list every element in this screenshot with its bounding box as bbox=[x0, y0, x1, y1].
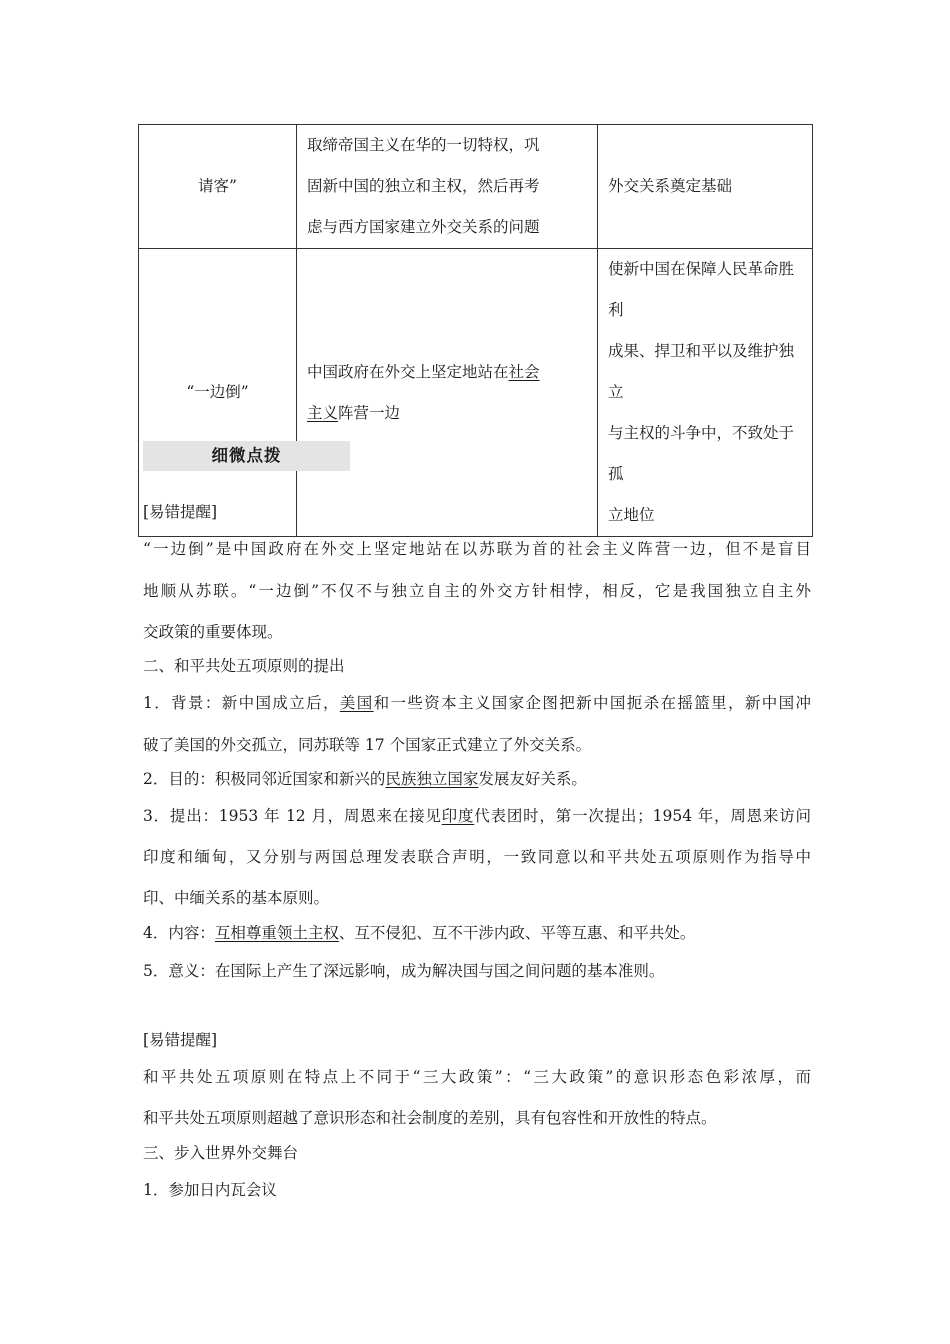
table-cell: 外交关系奠定基础 bbox=[598, 125, 813, 249]
tip-text-line: 地顺从苏联。“一边倒”不仅不与独立自主的外交方针相悖，相反，它是我国独立自主外 bbox=[143, 582, 811, 600]
table-row bbox=[139, 125, 813, 249]
list-item-continuation: 破了美国的外交孤立，同苏联等 17 个国家正式建立了外交关系。 bbox=[143, 736, 592, 754]
policy-table bbox=[138, 124, 813, 537]
list-item-continuation: 印、中缅关系的基本原则。 bbox=[143, 889, 330, 907]
tip-text-line: 和平共处五项原则在特点上不同于“三大政策”：“三大政策”的意识形态色彩浓厚，而 bbox=[143, 1068, 811, 1086]
list-item: 5．意义：在国际上产生了深远影响，成为解决国与国之间问题的基本准则。 bbox=[143, 962, 665, 980]
tip-label: [易错提醒] bbox=[143, 1031, 218, 1049]
tip-text-line: “一边倒”是中国政府在外交上坚定地站在以苏联为首的社会主义阵营一边，但不是盲目 bbox=[143, 540, 811, 558]
list-item: 4．内容：互相尊重领土主权、互不侵犯、互不干涉内政、平等互惠、和平共处。 bbox=[143, 924, 696, 942]
table-cell: 取缔帝国主义在华的一切特权，巩 固新中国的独立和主权，然后再考 虑与西方国家建立外交关系的问题 bbox=[297, 125, 598, 249]
tip-label: [易错提醒] bbox=[143, 503, 218, 521]
table-row bbox=[139, 249, 813, 537]
list-item: 3．提出：1953 年 12 月，周恩来在接见印度代表团时，第一次提出；1954 年，周恩来访问 bbox=[143, 807, 811, 825]
list-item-continuation: 印度和缅甸，又分别与两国总理发表联合声明，一致同意以和平共处五项原则作为指导中 bbox=[143, 848, 811, 866]
tip-text-line: 和平共处五项原则超越了意识形态和社会制度的差别，具有包容性和开放性的特点。 bbox=[143, 1109, 717, 1127]
table-cell: “一边倒” bbox=[139, 249, 297, 537]
table-cell: 请客” bbox=[139, 125, 297, 249]
table-cell: 使新中国在保障人民革命胜利 成果、捍卫和平以及维护独立 与主权的斗争中，不致处于孤 立地位 bbox=[598, 249, 813, 537]
list-item: 2．目的：积极同邻近国家和新兴的民族独立国家发展友好关系。 bbox=[143, 770, 587, 788]
list-item: 1．参加日内瓦会议 bbox=[143, 1181, 277, 1199]
table-cell: 中国政府在外交上坚定地站在社会 主义阵营一边 bbox=[297, 249, 598, 537]
tip-text-line: 交政策的重要体现。 bbox=[143, 623, 283, 641]
section-tag: 细微点拨 bbox=[143, 441, 350, 471]
list-item: 1．背景：新中国成立后，美国和一些资本主义国家企图把新中国扼杀在摇篮里，新中国冲 bbox=[143, 694, 811, 712]
section-heading: 二、和平共处五项原则的提出 bbox=[143, 657, 345, 675]
section-heading: 三、步入世界外交舞台 bbox=[143, 1144, 299, 1162]
